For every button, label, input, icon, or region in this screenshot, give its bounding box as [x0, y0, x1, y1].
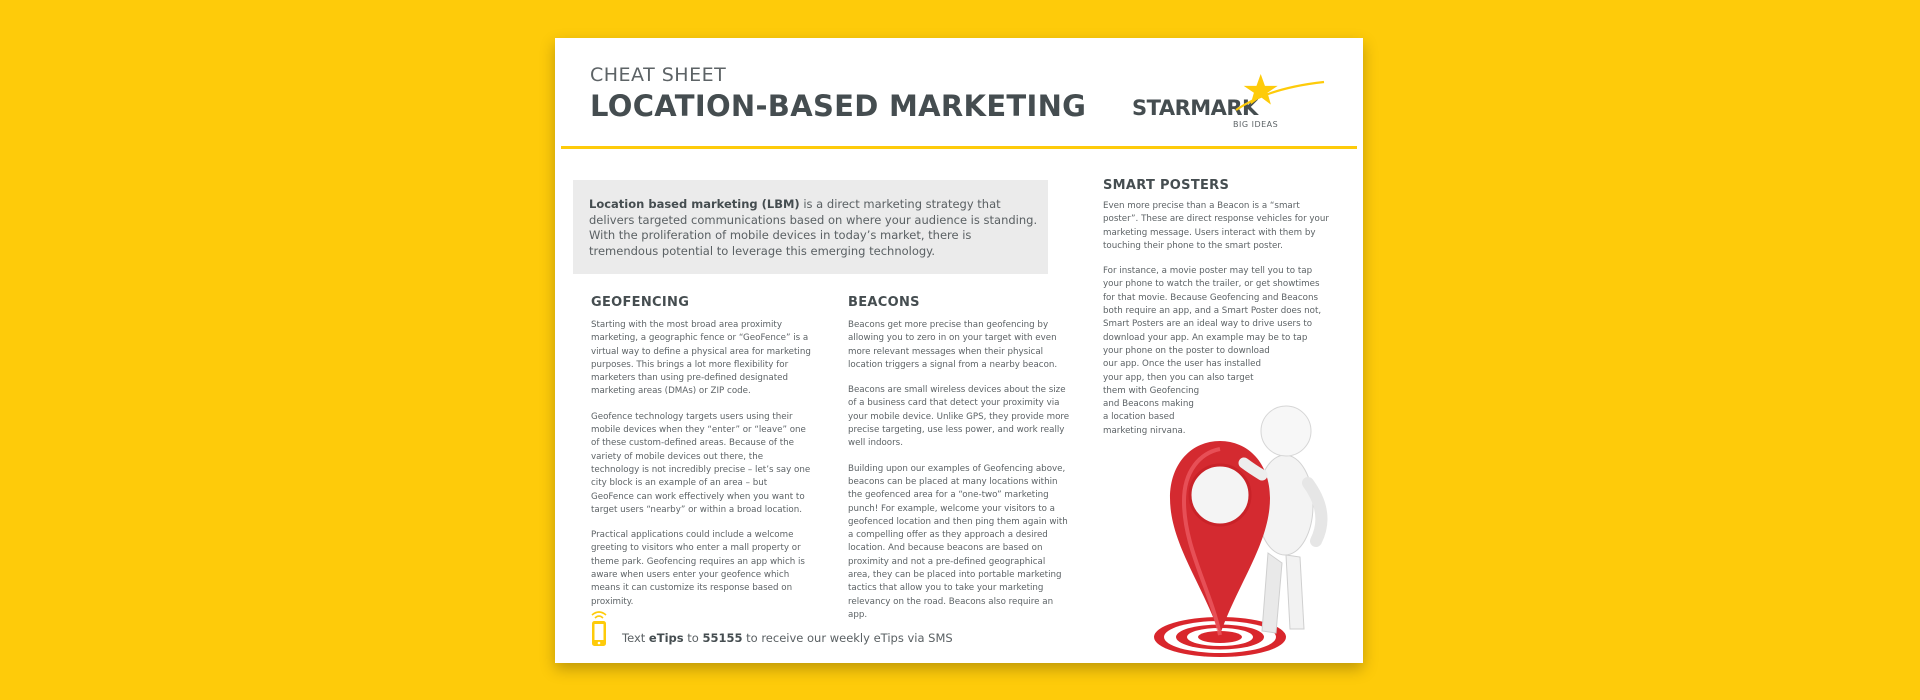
intro-body: is a direct marketing strategy that delivers targeted communications based on where your audience is standing. With the proliferation of mobile devices in today’s market, there is tremendous potential to leverage this emerging technology. [589, 197, 1038, 258]
intro-box [573, 180, 1048, 274]
beacons-paragraph: Building upon our examples of Geofencing above, beacons can be placed at many locations within the geofenced area for a “one-two” marketing punch! For example, welcome your visitors to a geofenced location and then ping them again with a compelling offer as they approach a desired location. And because beacons are based on proximity and not a pre-defined geographical area, they can be placed into portable marketing tactics that allow you to take your marketing relevancy on the road. Beacons also require an app. [848, 463, 1068, 620]
beacons-column [848, 319, 1070, 634]
location-pin-illustration [1140, 383, 1340, 663]
sp-line: our app. Once the user has installed [1103, 359, 1261, 370]
sp-line: a location based [1103, 412, 1175, 423]
cheat-sheet [555, 38, 1363, 663]
geofencing-paragraph: Practical applications could include a welcome greeting to visitors who enter a mall property or theme park. Geofencing requires an app which is aware when users enter your geofence which means it can customize its response based on proximity. [591, 530, 805, 607]
page-title: LOCATION-BASED MARKETING [590, 89, 1087, 123]
geofencing-column [591, 319, 811, 621]
sp-line: your app, then you can also target [1103, 372, 1254, 383]
beacons-paragraph: Beacons get more precise than geofencing by allowing you to zero in on your target with even more relevant messages when their physical location triggers a signal from a nearby beacon. [848, 320, 1058, 370]
smart-posters-heading: SMART POSTERS [1103, 178, 1230, 193]
smart-posters-paragraph: Even more precise than a Beacon is a “smart poster”. These are direct response vehicles for your marketing message. Users interact with them by touching their phone to the smart poster. [1103, 201, 1329, 251]
footer-middle: to [683, 631, 703, 645]
header-divider [561, 146, 1357, 149]
intro-bold: Location based marketing (LBM) [589, 197, 800, 211]
geofencing-paragraph: Starting with the most broad area proximity marketing, a geographic fence or “GeoFence” is a virtual way to define a physical area for marketing purposes. This brings a lot more flexibility for marketers than using pre-defined designated marketing areas (DMAs) or ZIP code. [591, 320, 811, 397]
geofencing-heading: GEOFENCING [591, 295, 690, 310]
brand-tagline: BIG IDEAS [1233, 120, 1279, 129]
sp-line: and Beacons making [1103, 399, 1194, 410]
intro-text [589, 197, 1039, 259]
beacons-heading: BEACONS [848, 295, 920, 310]
sp-line: Smart Posters are an ideal way to drive users to [1103, 319, 1313, 330]
beacons-paragraph: Beacons are small wireless devices about the size of a business card that detect your proximity via your mobile device. Unlike GPS, they provide more precise targeting, use less power, and work really well indoors. [848, 385, 1070, 449]
sp-line: For instance, a movie poster may tell you to tap [1103, 266, 1313, 277]
brand-name: STARMARK [1132, 96, 1258, 120]
sp-line: them with Geofencing [1103, 385, 1200, 396]
sp-line: for that movie. Because Geofencing and Beacons [1103, 292, 1318, 303]
sp-line: marketing nirvana. [1103, 425, 1186, 436]
star-icon [1228, 68, 1328, 118]
footer-prefix: Text [622, 631, 649, 645]
phone-signal-icon [588, 608, 610, 648]
sp-line: both require an app, and a Smart Poster does not, [1103, 306, 1322, 317]
kicker-label: CHEAT SHEET [590, 64, 727, 86]
footer-suffix: to receive our weekly eTips via SMS [742, 631, 953, 645]
sp-line: your phone to watch the trailer, or get showtimes [1103, 279, 1320, 290]
geofencing-paragraph: Geofence technology targets users using their mobile devices when they “enter” or “leave” one of these custom-defined areas. Because of the variety of mobile devices out there, the technology is not incredibly precise – let’s say one city block is an example of an area – but GeoFence can work effectively when you want to target users “nearby” or within a broad location. [591, 411, 811, 515]
footer-cta [622, 631, 953, 645]
sp-line: your phone on the poster to download [1103, 345, 1270, 356]
footer-number: 55155 [702, 631, 743, 645]
sp-line: download your app. An example may be to tap [1103, 332, 1308, 343]
footer-keyword: eTips [648, 631, 684, 645]
